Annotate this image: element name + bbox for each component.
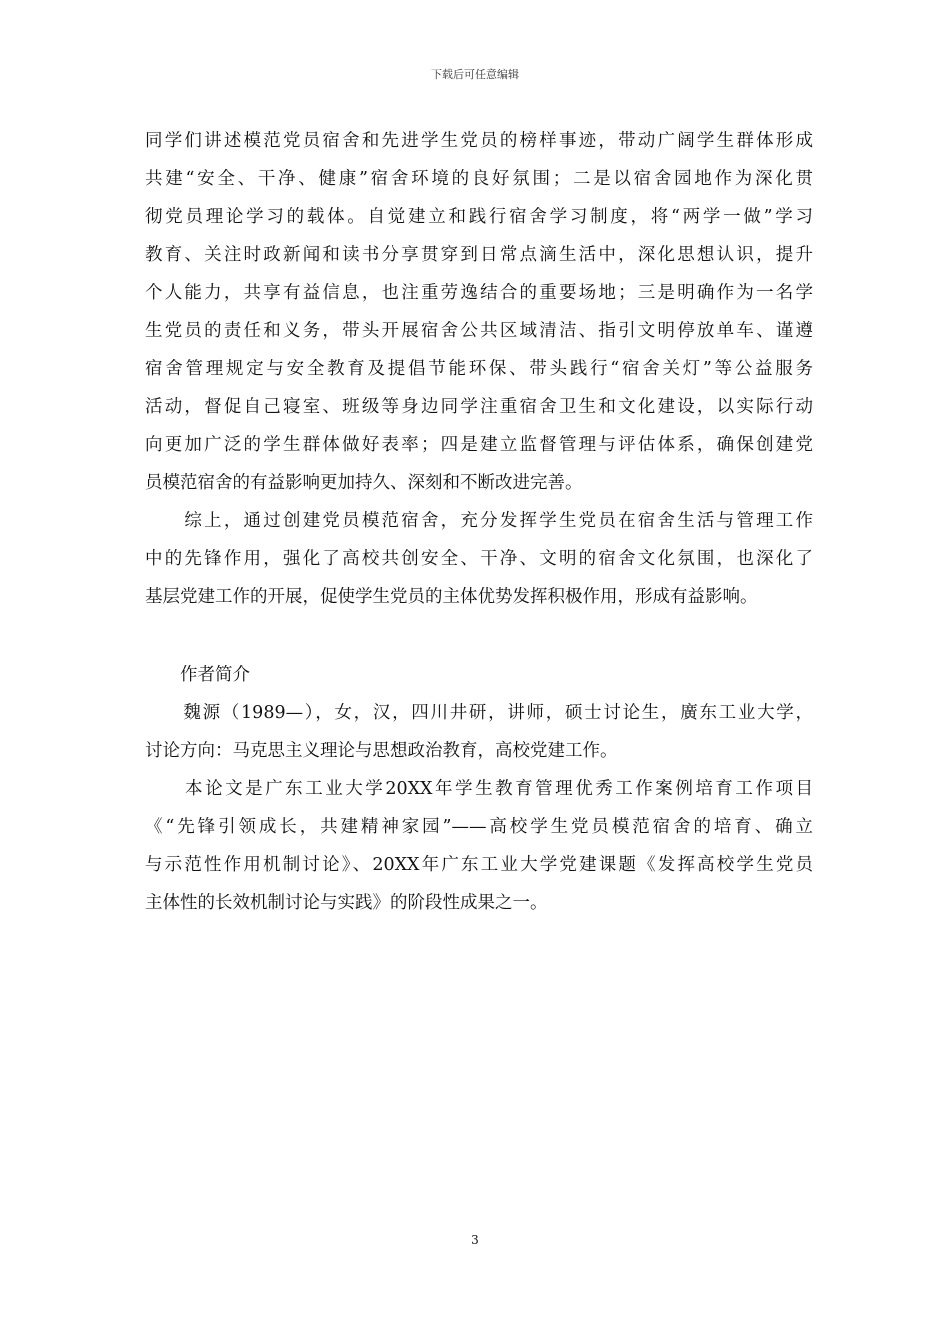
page-number: 3 (471, 1233, 479, 1247)
text-line: 基层党建工作的开展，促使学生党员的主体优势发挥积极作用，形成有益影响。 (145, 587, 758, 607)
text-line: 活动，督促自己寝室、班级等身边同学注重宿舍卫生和文化建设，以实际行动 (145, 397, 813, 417)
text-line: 《“先锋引领成长，共建精神家园”——高校学生党员模范宿舍的培育、确立 (145, 817, 813, 837)
text-line: 中的先锋作用，强化了高校共创安全、干净、文明的宿舍文化氛围，也深化了 (145, 549, 813, 569)
author-bio (145, 694, 813, 770)
text-line: 宿舍管理规定与安全教育及提倡节能环保、带头践行“宿舍关灯”等公益服务 (145, 359, 813, 379)
text-line: 主体性的长效机制讨论与实践》的阶段性成果之一。 (145, 893, 548, 913)
paragraph-conclusion (145, 502, 813, 616)
paragraph-spacer (145, 616, 813, 656)
text-line: 彻党员理论学习的载体。自觉建立和践行宿舍学习制度，将“两学一做”学习 (145, 207, 813, 227)
text-line: 魏源（1989—），女，汉，四川井研，讲师，硕士讨论生，廣东工业大学， (145, 703, 813, 723)
text-line: 与示范性作用机制讨论》、20XX年广东工业大学党建课题《发挥高校学生党员 (145, 855, 813, 875)
text-line: 员模范宿舍的有益影响更加持久、深刻和不断改进完善。 (145, 473, 583, 493)
text-line: 同学们讲述模范党员宿舍和先进学生党员的榜样事迹，带动广阔学生群体形成 (145, 131, 813, 151)
text-line: 个人能力，共享有益信息，也注重劳逸结合的重要场地；三是明确作为一名学 (145, 283, 813, 303)
text-line: 本论文是广东工业大学20XX年学生教育管理优秀工作案例培育工作项目 (145, 779, 813, 799)
text-line: 生党员的责任和义务，带头开展宿舍公共区域清洁、指引文明停放单车、谨遵 (145, 321, 813, 341)
paragraph-activities (145, 122, 813, 502)
funding-note (145, 770, 813, 922)
text-line: 综上，通过创建党员模范宿舍，充分发挥学生党员在宿舍生活与管理工作 (145, 511, 813, 531)
page-header: 下载后可任意编辑 (431, 68, 519, 81)
text-line: 讨论方向：马克思主义理论与思想政治教育，高校党建工作。 (145, 741, 618, 761)
document-body (145, 122, 813, 922)
text-line: 共建“安全、干净、健康”宿舍环境的良好氛围；二是以宿舍园地作为深化贯 (145, 169, 813, 189)
text-line: 教育、关注时政新闻和读书分享贯穿到日常点滴生活中，深化思想认识，提升 (145, 245, 813, 265)
text-line: 向更加广泛的学生群体做好表率；四是建立监督管理与评估体系，确保创建党 (145, 435, 813, 455)
author-heading: 作者简介 (145, 665, 250, 685)
